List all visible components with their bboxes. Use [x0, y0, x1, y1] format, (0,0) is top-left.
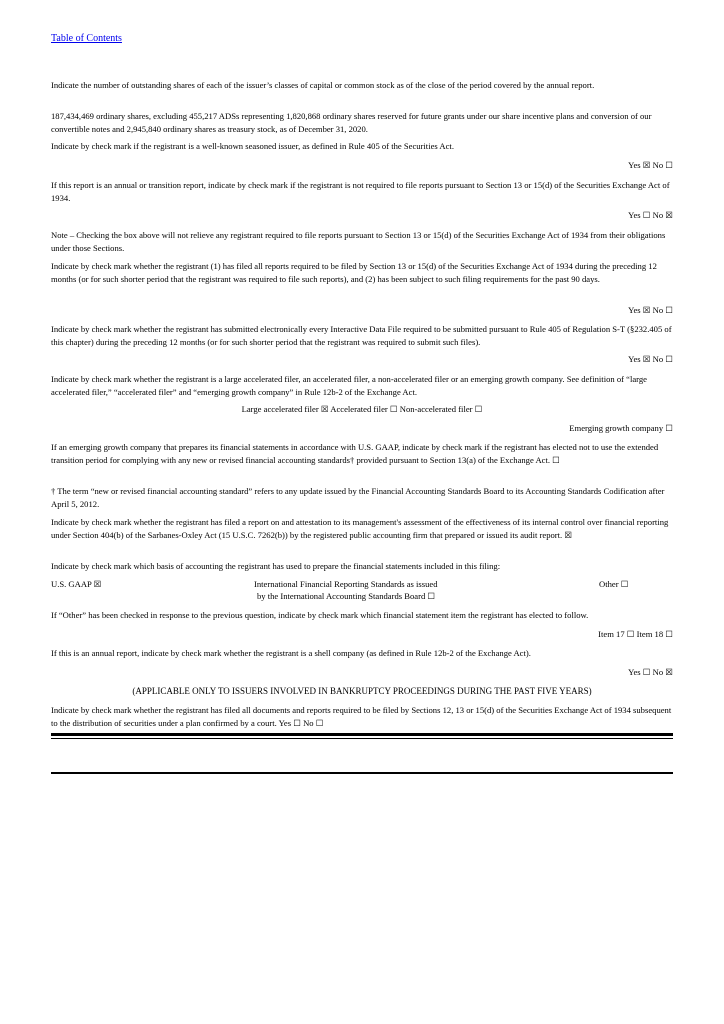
shell-company-question: If this is an annual report, indicate by check mark whether the registrant is a shell company (as defined in Rule 12b-2 of the Exchange Act). [51, 648, 531, 658]
filer-status-question: Indicate by check mark whether the registrant is a large accelerated filer, an accelerated filer, a non-accelerated filer or an emerging growth company. See definition of “large accelerated filer,” “accelerated filer” and “emerging growth company” in Rule 12b-2 of the Exchange Act. [51, 374, 647, 397]
annual-report-answer: Yes ☐ No ☒ [628, 210, 673, 220]
interactive-data-question: Indicate by check mark whether the registrant has submitted electronically every Interactive Data File required to be submitted pursuant to Rule 405 of Regulation S-T (§232.405 of this chapter) during the preceding 12 months (or for such shorter period that the registrant was required to submit such files). [51, 324, 672, 347]
basis-other: Other ☐ [599, 579, 629, 589]
wksi-answer: Yes ☒ No ☐ [628, 160, 673, 170]
shell-company-answer: Yes ☐ No ☒ [628, 667, 673, 677]
section-divider-top [51, 733, 673, 736]
basis-us-gaap: U.S. GAAP ☒ [51, 579, 102, 589]
outstanding-shares-answer: 187,434,469 ordinary shares, excluding 455,217 ADSs representing 1,820,868 ordinary shares reserved for future grants under our share incentive plans and conversion of our convertible notes and 2,945,840 ordinary shares as treasury stock, as of December 31, 2020. [51, 111, 652, 134]
bankruptcy-heading: (APPLICABLE ONLY TO ISSUERS INVOLVED IN BANKRUPTCY PROCEEDINGS DURING THE PAST FIVE YEARS) [132, 686, 592, 696]
item-17-18-answer: Item 17 ☐ Item 18 ☐ [598, 629, 673, 639]
table-of-contents-link[interactable]: Table of Contents [51, 33, 122, 44]
other-item-question: If “Other” has been checked in response to the previous question, indicate by check mark which financial statement item the registrant has elected to follow. [51, 610, 589, 620]
emerging-growth-option: Emerging growth company ☐ [569, 423, 673, 433]
bankruptcy-question: Indicate by check mark whether the registrant has filed all documents and reports required to be filed by Sections 12, 13 or 15(d) of the Securities Exchange Act of 1934 subsequent to the distribution of securities under a plan confirmed by a court. Yes ☐ No ☐ [51, 705, 672, 728]
filer-status-options: Large accelerated filer ☒ Accelerated filer ☐ Non-accelerated filer ☐ [241, 404, 483, 414]
accounting-basis-question: Indicate by check mark which basis of accounting the registrant has used to prepare the financial statements included in this filing: [51, 561, 501, 571]
filed-reports-answer: Yes ☒ No ☐ [628, 305, 673, 315]
icfr-question: Indicate by check mark whether the registrant has filed a report on and attestation to its management's assessment of the effectiveness of its internal control over financial reporting under Section 404(b) of the Sarbanes-Oxley Act (15 U.S.C. 7262(b)) by the registered public accounting firm that prepared or issued its audit report. ☒ [51, 517, 669, 540]
wksi-question: Indicate by check mark if the registrant is a well-known seasoned issuer, as defined in Rule 405 of the Securities Act. [51, 141, 454, 151]
dagger-footnote: † The term “new or revised financial accounting standard” refers to any update issued by the Financial Accounting Standards Board to its Accounting Standards Codification after April 5, 2012. [51, 486, 665, 509]
annual-report-question: If this report is an annual or transition report, indicate by check mark if the registrant is not required to file reports pursuant to Section 13 or 15(d) of the Securities Exchange Act of 1934. [51, 180, 670, 203]
note-paragraph: Note – Checking the box above will not relieve any registrant required to file reports pursuant to Section 13 or 15(d) of the Securities Exchange Act of 1934 from their obligations under those Sections. [51, 230, 666, 253]
section-divider-top-thin [51, 738, 673, 739]
page-divider-bottom [51, 772, 673, 774]
basis-ifrs-line-1: International Financial Reporting Standards as issued [254, 579, 438, 589]
outstanding-shares-question: Indicate the number of outstanding shares of each of the issuer’s classes of capital or common stock as of the close of the period covered by the annual report. [51, 80, 595, 90]
basis-ifrs-line-2: by the International Accounting Standards Board ☐ [257, 591, 436, 601]
egc-transition-question: If an emerging growth company that prepares its financial statements in accordance with U.S. GAAP, indicate by check mark if the registrant has elected not to use the extended transition period for complying with any new or revised financial accounting standards† provided pursuant to Section 13(a) of the Exchange Act. ☐ [51, 442, 659, 465]
basis-ifrs [254, 578, 484, 602]
filed-reports-question: Indicate by check mark whether the registrant (1) has filed all reports required to be filed by Section 13 or 15(d) of the Securities Exchange Act of 1934 during the preceding 12 months (or for such shorter period that the registrant was required to file such reports), and (2) has been subject to such filing requirements for the past 90 days. [51, 261, 657, 284]
interactive-data-answer: Yes ☒ No ☐ [628, 354, 673, 364]
